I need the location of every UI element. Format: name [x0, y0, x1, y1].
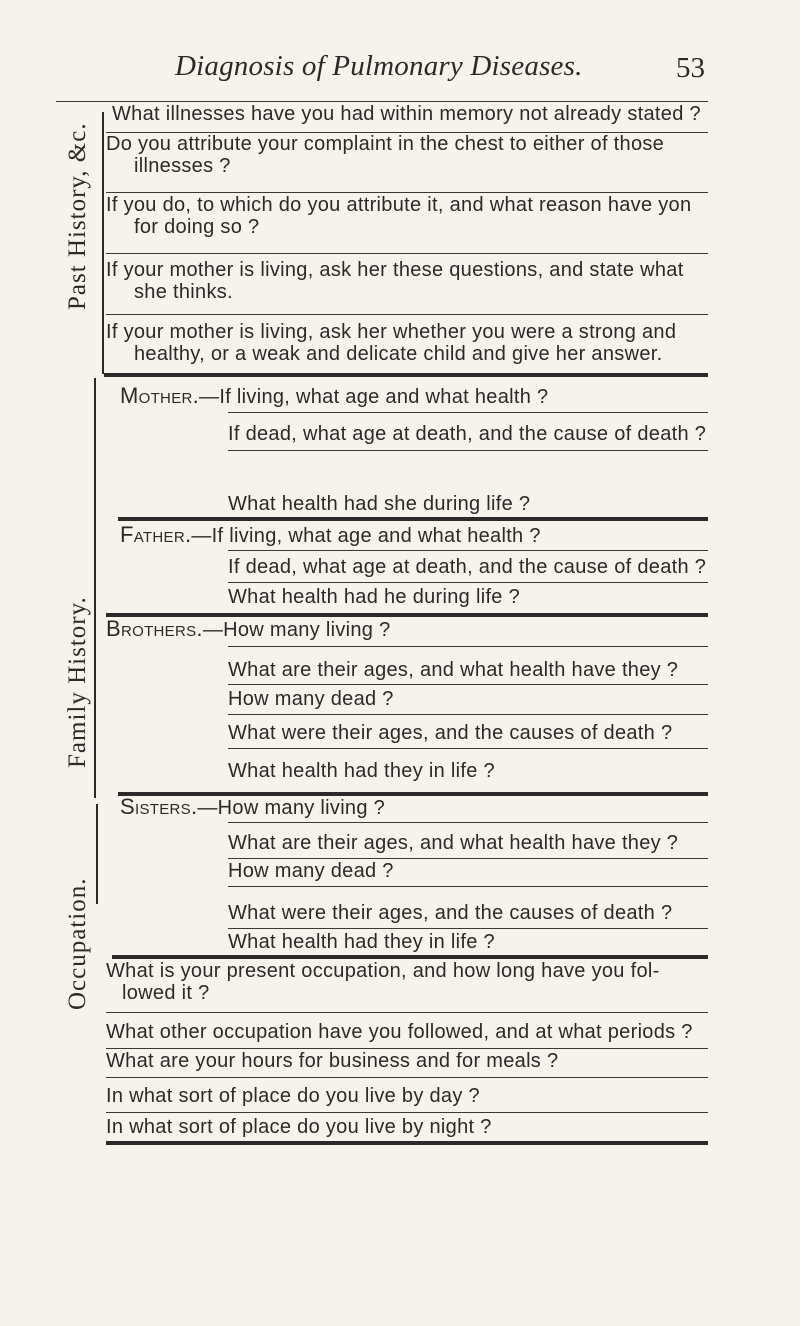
page-number: 53	[676, 52, 705, 84]
brace-family-history	[94, 378, 96, 798]
past-q5: If your mother is living, ask her whether you were a strong and healthy, or a weak and delicate child and give her answer.	[106, 321, 677, 365]
rule	[228, 714, 708, 715]
rule	[228, 886, 708, 887]
brace-occupation	[96, 804, 98, 904]
section-rule	[118, 517, 708, 521]
rule	[228, 450, 708, 451]
sisters-q5: What health had they in life ?	[228, 931, 495, 953]
past-q4: If your mother is living, ask her these questions, and state what she thinks.	[106, 259, 684, 303]
brothers-q2: What are their ages, and what health have they ?	[228, 659, 679, 681]
rule	[106, 1048, 708, 1049]
rule	[106, 314, 708, 315]
rule	[228, 412, 708, 413]
rule	[228, 582, 708, 583]
mother-q1: Mother.—If living, what age and what health ?	[120, 383, 549, 408]
rule	[228, 646, 708, 647]
past-q3: If you do, to which do you attribute it, and what reason have yon for doing so ?	[106, 194, 692, 238]
brothers-q3: How many dead ?	[228, 688, 394, 710]
side-label-family-history: Family History.	[64, 596, 91, 768]
running-title: Diagnosis of Pulmonary Diseases.	[175, 50, 583, 82]
rule	[228, 748, 708, 749]
occupation-q5: In what sort of place do you live by night ?	[106, 1116, 492, 1138]
sisters-q3: How many dead ?	[228, 860, 394, 882]
mother-q2: If dead, what age at death, and the cause of death ?	[228, 423, 707, 445]
sisters-q2: What are their ages, and what health have they ?	[228, 832, 679, 854]
rule	[106, 192, 708, 193]
occupation-q2: What other occupation have you followed, and at what periods ?	[106, 1021, 693, 1043]
sisters-q4: What were their ages, and the causes of death ?	[228, 902, 673, 924]
rule	[228, 822, 708, 823]
rule	[228, 928, 708, 929]
brothers-q4: What were their ages, and the causes of death ?	[228, 722, 673, 744]
rule	[228, 858, 708, 859]
rule	[106, 1012, 708, 1013]
occupation-q1: What is your present occupation, and how long have you fol- lowed it ?	[106, 960, 660, 1004]
section-rule	[106, 1141, 708, 1145]
rule	[228, 550, 708, 551]
section-rule	[112, 955, 708, 959]
rule	[106, 1077, 708, 1078]
section-rule	[104, 373, 708, 377]
rule	[228, 684, 708, 685]
side-label-occupation: Occupation.	[64, 877, 91, 1010]
father-q1: Father.—If living, what age and what health ?	[120, 522, 541, 547]
mother-q3: What health had she during life ?	[228, 493, 531, 515]
brothers-q5: What health had they in life ?	[228, 760, 495, 782]
father-q2: If dead, what age at death, and the cause of death ?	[228, 556, 707, 578]
past-q2: Do you attribute your complaint in the chest to either of those illnesses ?	[106, 133, 665, 177]
side-label-past-history: Past History, &c.	[64, 122, 91, 310]
occupation-q4: In what sort of place do you live by day ?	[106, 1085, 480, 1107]
brace-past-history	[102, 112, 104, 374]
header-rule	[56, 101, 708, 102]
past-q1: What illnesses have you had within memory not already stated ?	[112, 103, 701, 125]
sisters-q1: Sisters.—How many living ?	[120, 794, 386, 819]
brothers-q1: Brothers.—How many living ?	[106, 616, 391, 641]
occupation-q3: What are your hours for business and for meals ?	[106, 1050, 559, 1072]
rule	[106, 1112, 708, 1113]
rule	[106, 253, 708, 254]
father-q3: What health had he during life ?	[228, 586, 521, 608]
